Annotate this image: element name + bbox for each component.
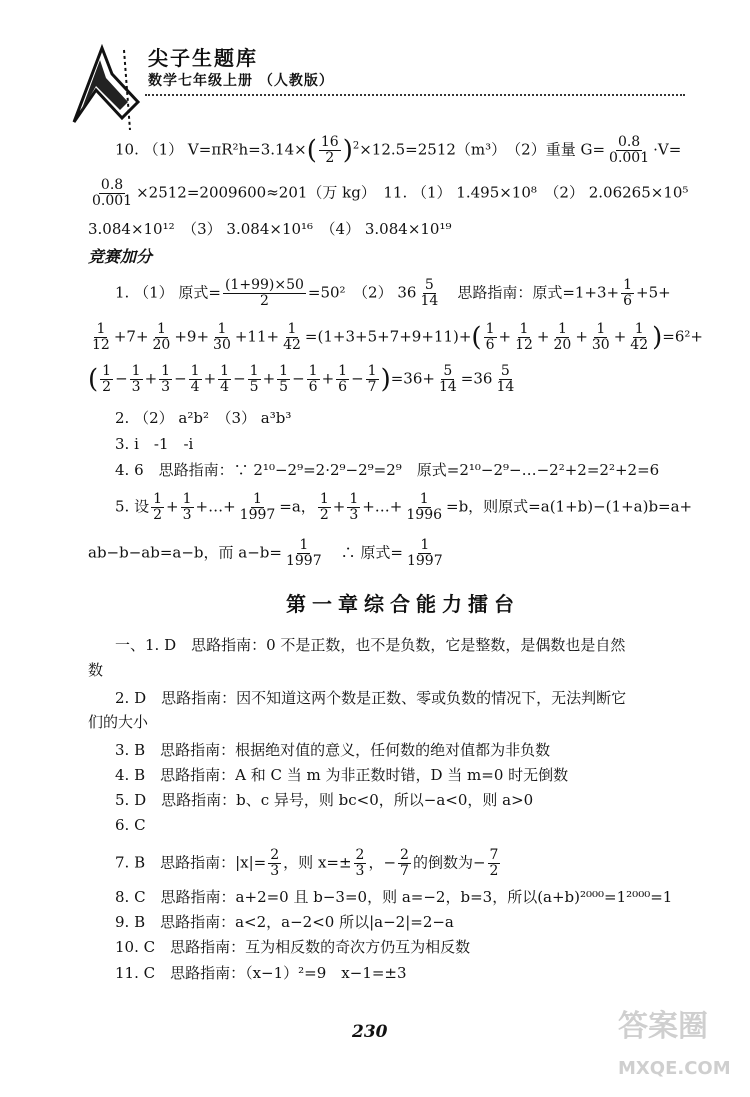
answer-line: 2. D 思路指南：因不知道这两个数是正数、零或负数的情况下，无法判断它 bbox=[115, 689, 627, 707]
answer-line: 2. （2） a²b² （3） a³b³ bbox=[115, 409, 292, 427]
header-divider bbox=[145, 94, 685, 96]
watermark-logo bbox=[618, 1010, 731, 1080]
header-logo-arrow bbox=[66, 44, 144, 134]
answer-line: 4. B 思路指南：A 和 C 当 m 为非正数时错，D 当 m=0 时无倒数 bbox=[115, 766, 569, 784]
answer-line: $\frac{1}{12}$ +7+ $\frac{1}{20}$ +9+ $\frac{1}{30}$ +11+ $\frac{1}{42}$ =(1+3+5+7+9+11)+( $\frac{1}{6}$ + $\frac{1}{12}$ + $\frac{1}{20}$ + $\frac{1}{30}$ + $\frac{1}{42}$ )=6²+ bbox=[92, 321, 703, 353]
answer-line: 8. C 思路指南：a+2=0 且 b−3=0，则 a=−2，b=3，所以(a+b)²⁰⁰⁰=1²⁰⁰⁰=1 bbox=[115, 888, 673, 906]
answer-line: 3. B 思路指南：根据绝对值的意义，任何数的绝对值都为非负数 bbox=[115, 741, 551, 759]
answer-line: 11. C 思路指南：（x−1）²=9 x−1=±3 bbox=[115, 964, 407, 982]
watermark-bottom: MXQE.COM bbox=[618, 1058, 731, 1079]
answer-line: 3.084×10¹² （3） 3.084×10¹⁶ （4） 3.084×10¹⁹ bbox=[88, 220, 452, 238]
header-subtitle: 数学七年级上册 （人教版） bbox=[148, 73, 334, 89]
answer-line: 3. i -1 -i bbox=[115, 435, 194, 453]
answer-line: 10. （1） V=πR²h=3.14×( $\frac{16}{2}$ )$^2$×12.5=2512（m³） （2）重量 G= $\frac{0.8}{0.001}$ ·V= bbox=[115, 134, 682, 166]
answer-line: 9. B 思路指南：a<2，a−2<0 所以|a−2|=2−a bbox=[115, 913, 454, 931]
section-jingsai: 竞赛加分 bbox=[88, 247, 153, 266]
answer-line: ab−b−ab=a−b，而 a−b= $\frac{1}{1997}$ ∴ 原式= $\frac{1}{1997}$ bbox=[88, 537, 443, 569]
answer-line: 5. 设 $\frac{1}{2}$ + $\frac{1}{3}$ +…+ $\frac{1}{1997}$ =a， $\frac{1}{2}$ + $\frac{1}{3}$ +…+ $\frac{1}{1996}$ =b，则原式=a(1+b)−(1+a)b=a+ bbox=[115, 491, 693, 523]
answer-line: 10. C 思路指南：互为相反数的奇次方仍互为相反数 bbox=[115, 938, 471, 956]
answer-line: 一、1. D 思路指南：0 不是正数，也不是负数，它是整数，是偶数也是自然 bbox=[115, 636, 626, 654]
page-number: 230 bbox=[352, 1022, 388, 1042]
header-title: 尖子生题库 bbox=[148, 46, 258, 70]
answer-line: 1. （1） 原式= $\frac{(1+99)\times 50}{2}$ =50² （2） 36 $\frac{5}{14}$ 思路指南：原式=1+3+ $\frac{1}{6}$ +5+ bbox=[115, 277, 671, 309]
answer-line: 6. C bbox=[115, 816, 146, 834]
answer-line: 7. B 思路指南：|x|= $\frac{2}{3}$ ，则 x=± $\frac{2}{3}$ ，− $\frac{2}{7}$ 的倒数为− $\frac{7}{2}$ bbox=[115, 847, 499, 879]
answer-line: $\frac{0.8}{0.001}$ ×2512=2009600≈201（万 kg） 11. （1） 1.495×10⁸ （2） 2.06265×10⁵ bbox=[92, 177, 689, 209]
answer-line: 数 bbox=[88, 661, 104, 679]
watermark-top: 答案圈 bbox=[618, 1009, 708, 1044]
answer-line: 4. 6 思路指南：∵ 2¹⁰−2⁹=2·2⁹−2⁹=2⁹ 原式=2¹⁰−2⁹−…−2²+2=2²+2=6 bbox=[115, 461, 660, 479]
section-title: 第一章综合能力擂台 bbox=[286, 592, 520, 616]
answer-line: 们的大小 bbox=[88, 713, 149, 731]
answer-line: 5. D 思路指南：b、c 异号，则 bc<0，所以−a<0，则 a>0 bbox=[115, 791, 534, 809]
answer-line: ( $\frac{1}{2}$ − $\frac{1}{3}$ + $\frac{1}{3}$ − $\frac{1}{4}$ + $\frac{1}{4}$ − $\frac{1}{5}$ + $\frac{1}{5}$ − $\frac{1}{6}$ + $\frac{1}{6}$ − $\frac{1}{7}$ )=36+ $\frac{5}{14}$ =36 $\frac{5}{14}$ bbox=[88, 363, 515, 395]
